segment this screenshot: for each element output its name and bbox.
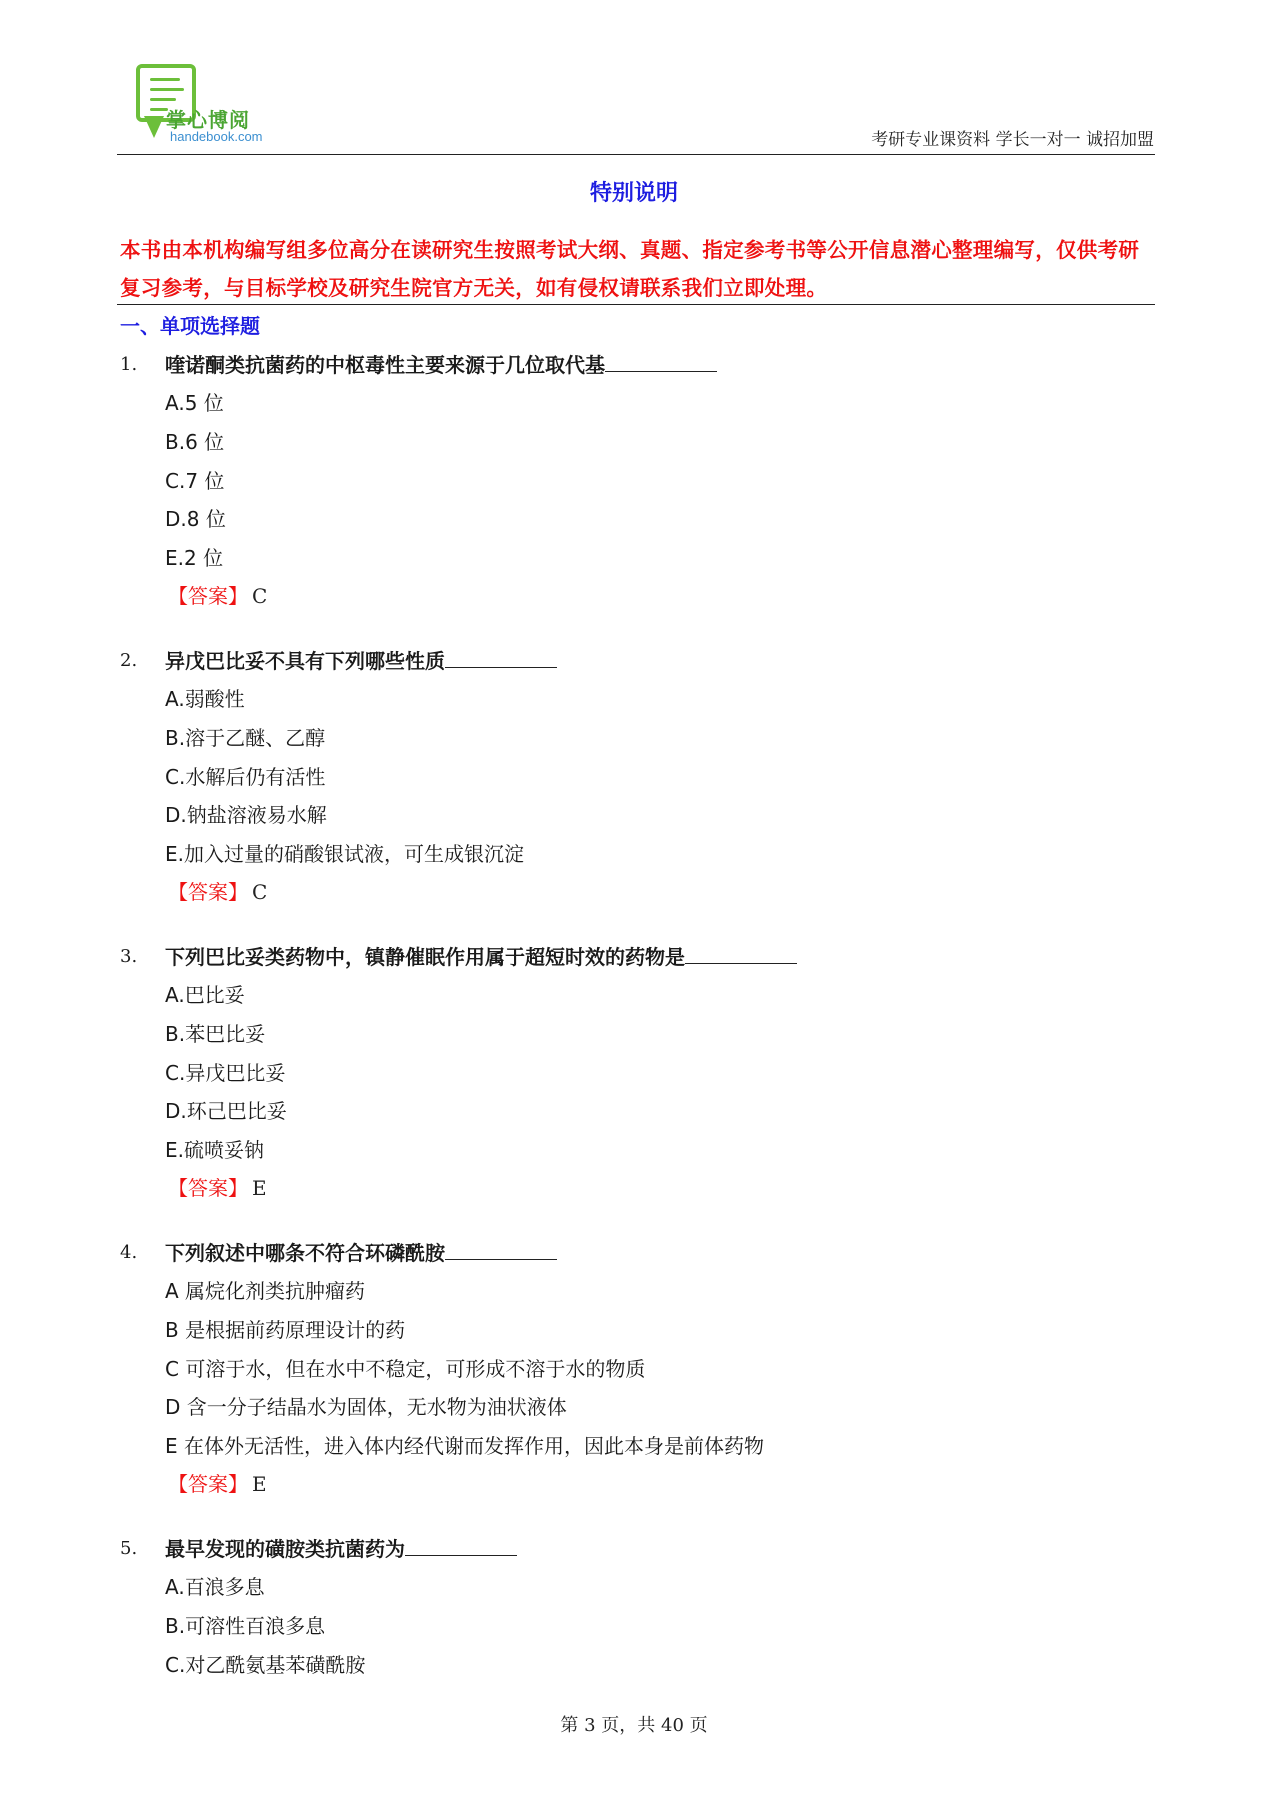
option: C 可溶于水，但在水中不稳定，可形成不溶于水的物质	[165, 1357, 646, 1381]
notice-divider	[117, 304, 1155, 305]
answer-blank	[685, 943, 797, 964]
question-text: 喹诺酮类抗菌药的中枢毒性主要来源于几位取代基	[165, 350, 717, 380]
option: A.百浪多息	[165, 1575, 265, 1599]
option: C.水解后仍有活性	[165, 765, 326, 789]
option: C.7 位	[165, 469, 225, 493]
option: B 是根据前药原理设计的药	[165, 1318, 406, 1342]
option: A.5 位	[165, 391, 224, 415]
question-text: 最早发现的磺胺类抗菌药为	[165, 1534, 517, 1564]
question-text: 下列巴比妥类药物中，镇静催眠作用属于超短时效的药物是	[165, 942, 797, 972]
header-divider	[117, 154, 1155, 155]
answer-line	[168, 1469, 267, 1499]
special-notice-text: 本书由本机构编写组多位高分在读研究生按照考试大纲、真题、指定参考书等公开信息潜心整理编写，仅供考研复习参考，与目标学校及研究生院官方无关，如有侵权请联系我们立即处理。	[120, 238, 1140, 300]
section-title: 一、单项选择题	[120, 314, 260, 338]
question-text: 异戊巴比妥不具有下列哪些性质	[165, 646, 557, 676]
option: E.2 位	[165, 546, 224, 570]
option: C.异戊巴比妥	[165, 1061, 286, 1085]
answer-line	[168, 581, 267, 611]
answer-label: 【答案】	[168, 1472, 248, 1496]
answer-value: E	[252, 1176, 267, 1200]
answer-blank	[405, 1535, 517, 1556]
logo-check-mark	[144, 116, 164, 138]
page-footer: 第 3 页，共 40 页	[560, 1715, 708, 1736]
option: B.6 位	[165, 430, 225, 454]
question-number: 1.	[120, 354, 138, 375]
logo-name: 掌心博阅	[166, 108, 250, 132]
option: A 属烷化剂类抗肿瘤药	[165, 1279, 366, 1303]
option: E 在体外无活性，进入体内经代谢而发挥作用，因此本身是前体药物	[165, 1434, 764, 1458]
answer-blank	[445, 1239, 557, 1260]
answer-value: E	[252, 1472, 267, 1496]
option: C.对乙酰氨基苯磺酰胺	[165, 1653, 366, 1677]
option: A.弱酸性	[165, 687, 245, 711]
answer-blank	[605, 351, 717, 372]
answer-line	[168, 1173, 267, 1203]
option: D.钠盐溶液易水解	[165, 803, 327, 827]
question-text: 下列叙述中哪条不符合环磷酰胺	[165, 1238, 557, 1268]
question-number: 3.	[120, 946, 138, 967]
question-number: 2.	[120, 650, 138, 671]
answer-blank	[445, 647, 557, 668]
answer-value: C	[252, 880, 268, 904]
answer-label: 【答案】	[168, 1176, 248, 1200]
question-number: 4.	[120, 1242, 138, 1263]
special-notice-title: 特别说明	[589, 181, 678, 206]
question-number: 5.	[120, 1538, 138, 1559]
option: D.8 位	[165, 507, 226, 531]
header-slogan: 考研专业课资料 学长一对一 诚招加盟	[871, 130, 1154, 150]
answer-value: C	[252, 584, 268, 608]
option: E.加入过量的硝酸银试液，可生成银沉淀	[165, 842, 524, 866]
option: B.可溶性百浪多息	[165, 1614, 326, 1638]
answer-label: 【答案】	[168, 880, 248, 904]
answer-label: 【答案】	[168, 584, 248, 608]
option: B.溶于乙醚、乙醇	[165, 726, 326, 750]
option: D 含一分子结晶水为固体，无水物为油状液体	[165, 1395, 567, 1419]
option: B.苯巴比妥	[165, 1022, 266, 1046]
answer-line	[168, 877, 267, 907]
logo-url: handebook.com	[170, 129, 263, 144]
handebook-logo	[136, 60, 286, 152]
option: D.环己巴比妥	[165, 1099, 287, 1123]
option: E.硫喷妥钠	[165, 1138, 264, 1162]
option: A.巴比妥	[165, 983, 245, 1007]
